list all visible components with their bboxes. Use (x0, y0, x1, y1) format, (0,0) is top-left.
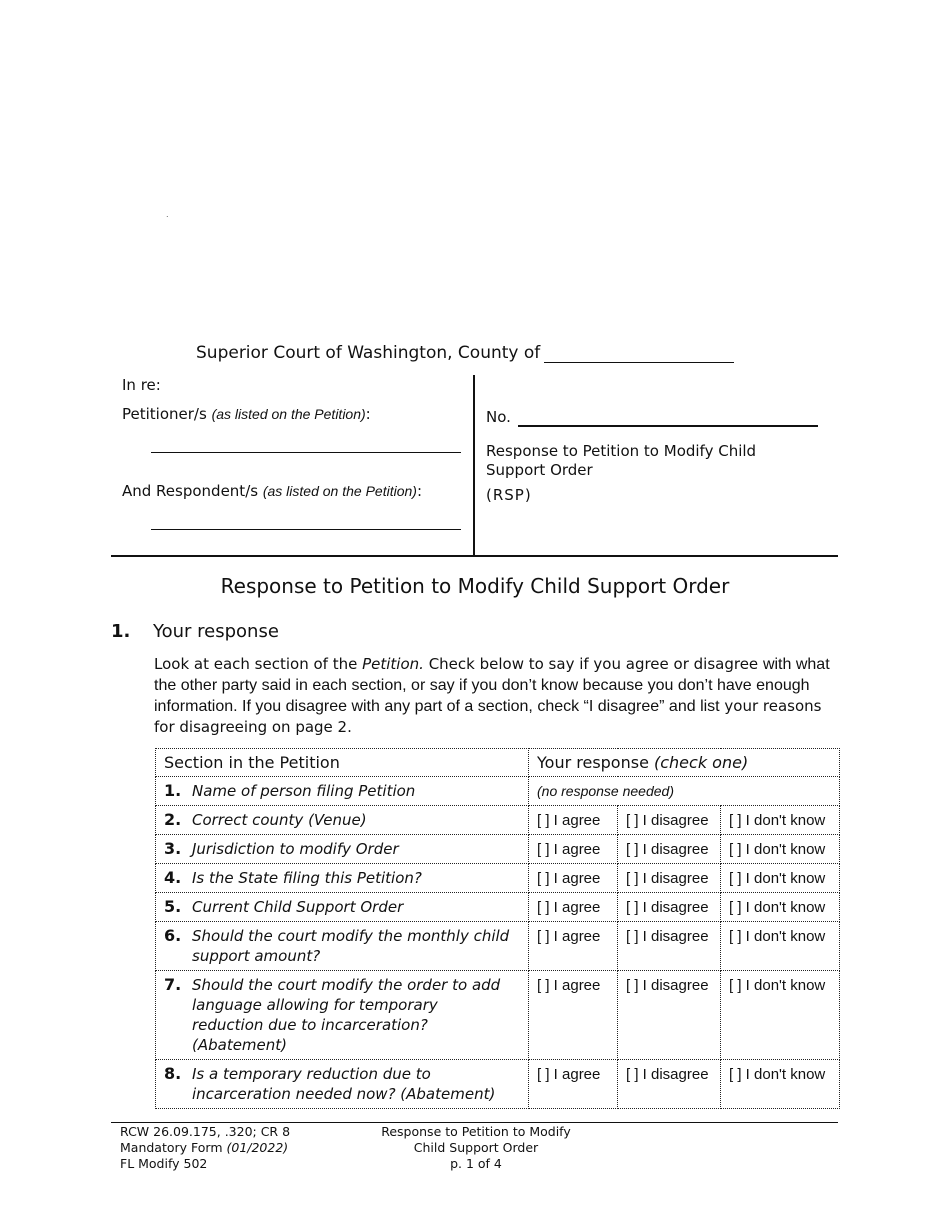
table-row (156, 1060, 840, 1109)
footer-title-line1: Response to Petition to Modify (381, 1124, 571, 1139)
row-number: 6. (164, 926, 182, 945)
dont-know-checkbox[interactable]: [ ] I don't know (721, 893, 840, 922)
row-label-cell (156, 922, 529, 971)
no-response-text: (no response needed) (537, 783, 674, 799)
footer-rule (111, 1122, 838, 1123)
row-label-cell (156, 1060, 529, 1109)
row-label: Current Child Support Order (192, 898, 404, 916)
row-label-cell (156, 893, 529, 922)
section-title: Your response (153, 621, 279, 642)
petitioner-note: (as listed on the Petition) (211, 406, 366, 422)
footer-title-line2: Child Support Order (413, 1140, 539, 1155)
row-label-cell (156, 777, 529, 806)
in-re-label: In re: (122, 376, 161, 394)
row-number: 3. (164, 839, 182, 858)
respondent-colon: : (416, 482, 422, 500)
dont-know-checkbox[interactable]: [ ] I don't know (721, 922, 840, 971)
row-label: Should the court modify the monthly child support amount? (192, 927, 510, 965)
instr-part-a: Look at each section of the (154, 655, 363, 673)
row-label-cell (156, 835, 529, 864)
disagree-checkbox[interactable]: [ ] I disagree (618, 1060, 721, 1109)
doc-title-line1: Response to Petition to Modify Child (486, 442, 757, 460)
doc-title (486, 442, 756, 480)
dont-know-checkbox[interactable]: [ ] I don't know (721, 806, 840, 835)
footer-citation: RCW 26.09.175, .320; CR 8 (120, 1124, 291, 1139)
doc-title-line2: Support Order (486, 461, 593, 479)
row-number: 8. (164, 1064, 182, 1083)
row-label: Jurisdiction to modify Order (192, 840, 399, 858)
doc-code: (RSP) (486, 486, 532, 504)
row-number: 2. (164, 810, 182, 829)
agree-checkbox[interactable]: [ ] I agree (529, 1060, 618, 1109)
table-row (156, 893, 840, 922)
disagree-checkbox[interactable]: [ ] I disagree (618, 835, 721, 864)
row-label: Is a temporary reduction due to incarceration needed now? (Abatement) (192, 1065, 496, 1103)
respondent-note: (as listed on the Petition) (262, 483, 417, 499)
dont-know-checkbox[interactable]: [ ] I don't know (721, 864, 840, 893)
instr-part-c: with what the other party said in each section, or say if you don’t know because you don’t have enough information. If you disagree with any part of a section, check “I disagree” and list (154, 656, 830, 715)
table-header (156, 749, 840, 777)
section-number: 1. (111, 621, 131, 642)
agree-checkbox[interactable]: [ ] I agree (529, 893, 618, 922)
table-row (156, 777, 840, 806)
instr-part-d: your reasons for disagreeing on page 2. (154, 697, 822, 736)
footer-center (356, 1124, 596, 1172)
row-number: 5. (164, 897, 182, 916)
disagree-checkbox[interactable]: [ ] I disagree (618, 922, 721, 971)
row-label: Correct county (Venue) (192, 811, 367, 829)
petitioner-label (122, 405, 371, 423)
case-no-label: No. (486, 408, 511, 426)
dont-know-checkbox[interactable]: [ ] I don't know (721, 971, 840, 1060)
disagree-checkbox[interactable]: [ ] I disagree (618, 806, 721, 835)
row-label: Is the State filing this Petition? (192, 869, 422, 887)
case-caption (111, 375, 838, 557)
agree-checkbox[interactable]: [ ] I agree (529, 864, 618, 893)
response-header-text: Your response (537, 753, 654, 772)
petitioner-colon: : (365, 405, 371, 423)
row-label-cell (156, 971, 529, 1060)
agree-checkbox[interactable]: [ ] I agree (529, 806, 618, 835)
case-number-line[interactable] (518, 425, 818, 427)
county-blank[interactable] (544, 344, 734, 363)
footer-form-id: FL Modify 502 (120, 1156, 208, 1171)
respondent-label (122, 482, 422, 500)
court-name: Superior Court of Washington, County of (196, 343, 541, 363)
disagree-checkbox[interactable]: [ ] I disagree (618, 864, 721, 893)
row-label: Should the court modify the order to add language allowing for temporary reduction due to incarceration? (Abatement) (192, 976, 501, 1054)
row-label-cell (156, 806, 529, 835)
table-row (156, 806, 840, 835)
stray-mark: . (166, 210, 169, 219)
agree-checkbox[interactable]: [ ] I agree (529, 971, 618, 1060)
page-number: p. 1 of 4 (450, 1156, 502, 1171)
footer-date: (01/2022) (226, 1140, 289, 1155)
respondent-name-line[interactable] (151, 529, 461, 530)
court-heading (196, 343, 734, 363)
footer-left (120, 1124, 290, 1172)
disagree-checkbox[interactable]: [ ] I disagree (618, 893, 721, 922)
section-instructions (154, 654, 844, 737)
table-row (156, 835, 840, 864)
footer-mandatory: Mandatory Form (120, 1140, 227, 1155)
no-response-cell (529, 777, 840, 806)
table-row (156, 971, 840, 1060)
table-row (156, 922, 840, 971)
page-title: Response to Petition to Modify Child Support Order (220, 574, 730, 598)
table-row (156, 864, 840, 893)
instr-petition: Petition. (362, 655, 424, 673)
dont-know-checkbox[interactable]: [ ] I don't know (721, 835, 840, 864)
dont-know-checkbox[interactable]: [ ] I don't know (721, 1060, 840, 1109)
row-label-cell (156, 864, 529, 893)
col-section-header: Section in the Petition (156, 749, 529, 777)
response-header-note: (check one) (654, 753, 749, 772)
row-number: 4. (164, 868, 182, 887)
disagree-checkbox[interactable]: [ ] I disagree (618, 971, 721, 1060)
footer-form-status (120, 1140, 290, 1156)
col-response-header (529, 749, 840, 777)
petitioner-text: Petitioner/s (122, 405, 207, 423)
petitioner-name-line[interactable] (151, 452, 461, 453)
agree-checkbox[interactable]: [ ] I agree (529, 835, 618, 864)
agree-checkbox[interactable]: [ ] I agree (529, 922, 618, 971)
respondent-text: And Respondent/s (122, 482, 259, 500)
row-number: 7. (164, 975, 182, 994)
response-table (155, 748, 840, 1109)
instr-part-b: Check below to say if you agree or disagree (423, 655, 763, 673)
row-number: 1. (164, 781, 182, 800)
caption-divider (473, 375, 475, 555)
row-label: Name of person filing Petition (192, 782, 416, 800)
